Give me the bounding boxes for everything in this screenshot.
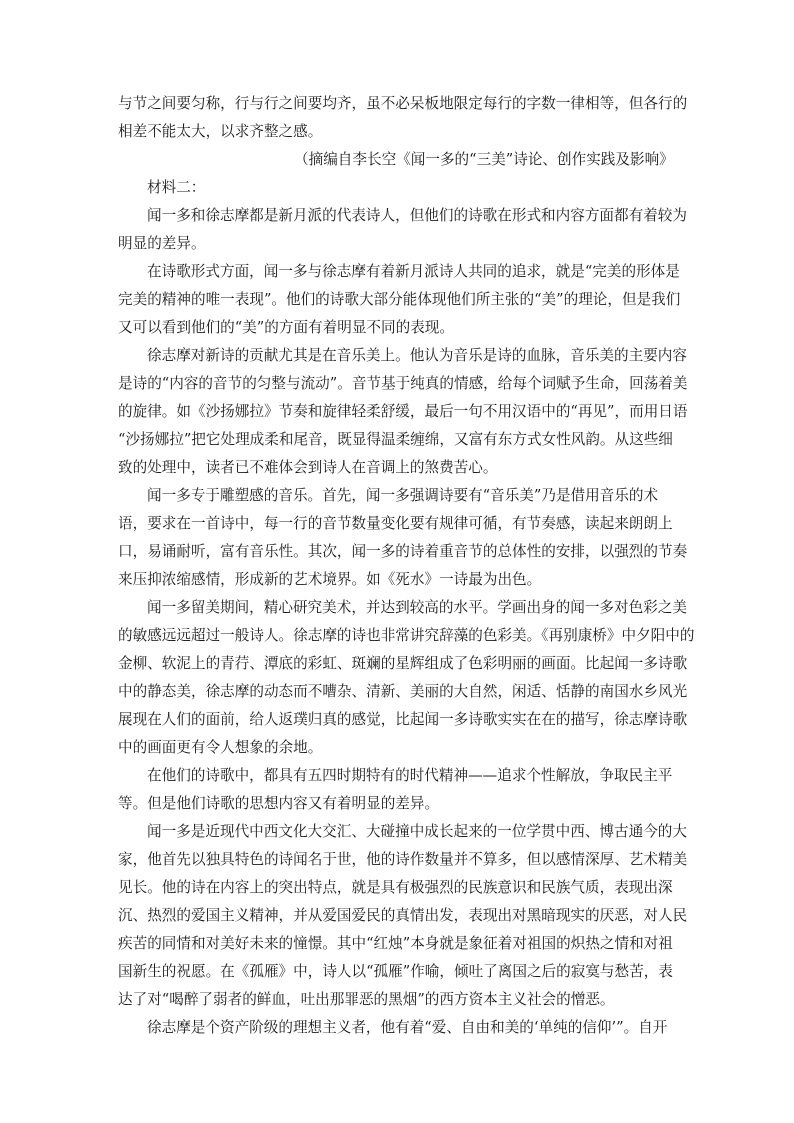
- paragraph-line: 家，他首先以独具特色的诗闻名于世，他的诗作数量并不算多，但以感情深厚、艺术精美: [118, 851, 688, 868]
- paragraph-line: 国新生的祝愿。在《孤雁》中，诗人以“孤雁”作喻，倾吐了离国之后的寂寞与愁苦，表: [118, 963, 673, 980]
- paragraph-line: 金柳、软泥上的青荇、潭底的彩虹、斑斓的星辉组成了色彩明丽的画面。比起闻一多诗歌: [118, 655, 688, 672]
- paragraph-line: 徐志摩对新诗的贡献尤其是在音乐美上。他认为音乐是诗的血脉，音乐美的主要内容: [147, 347, 687, 364]
- paragraph-line: 又可以看到他们的“美”的方面有着明显不同的表现。: [118, 319, 454, 336]
- paragraph-line: 中的画面更有令人想象的余地。: [118, 739, 323, 756]
- paragraph-line: 闻一多和徐志摩都是新月派的代表诗人，但他们的诗歌在形式和内容方面都有着较为: [147, 207, 687, 224]
- paragraph-line: 的敏感远远超过一般诗人。徐志摩的诗也非常讲究辞藻的色彩美。《再别康桥》中夕阳中的: [118, 627, 695, 644]
- paragraph-line: 达了对“喝醉了弱者的鲜血，吐出那罪恶的黑烟”的西方资本主义社会的憎恶。: [118, 991, 615, 1008]
- paragraph-line: “沙扬娜拉”把它处理成柔和尾音，既显得温柔缠绵，又富有东方式女性风韵。从这些细: [118, 431, 673, 448]
- paragraph-line: 完美的精神的唯一表现”。他们的诗歌大部分能体现他们所主张的“美”的理论，但是我们: [118, 291, 681, 308]
- paragraph-line: 在诗歌形式方面，闻一多与徐志摩有着新月派诗人共同的追求，就是“完美的形体是: [147, 263, 680, 280]
- paragraph-line: 口，易诵耐听，富有音乐性。其次，闻一多的诗着重音节的总体性的安排，以强烈的节奏: [118, 543, 688, 560]
- paragraph-line: 闻一多留美期间，精心研究美术，并达到较高的水平。学画出身的闻一多对色彩之美: [147, 599, 687, 616]
- paragraph-line: 明显的差异。: [118, 235, 206, 252]
- paragraph-line: 语，要求在一首诗中，每一行的音节数量变化要有规律可循，有节奏感，读起来朗朗上: [118, 515, 673, 532]
- paragraph-line: 在他们的诗歌中，都具有五四时期特有的时代精神——追求个性解放，争取民主平: [147, 767, 673, 784]
- source-citation: （摘编自李长空《闻一多的“三美”诗论、创作实践及影响》: [294, 151, 674, 168]
- paragraph-line: 闻一多是近现代中西文化大交汇、大碰撞中成长起来的一位学贯中西、博古通今的大: [147, 823, 687, 840]
- paragraph-line: 闻一多专于雕塑感的音乐。首先，闻一多强调诗要有“音乐美”乃是借用音乐的术: [147, 487, 659, 504]
- paragraph-line: 等。但是他们诗歌的思想内容又有着明显的差异。: [118, 795, 440, 812]
- section-heading: 材料二：: [147, 179, 206, 196]
- paragraph-line: 致的处理中，读者已不难体会到诗人在音调上的煞费苦心。: [118, 459, 498, 476]
- paragraph-line: 与节之间要匀称，行与行之间要均齐，虽不必呆板地限定每行的字数一律相等，但各行的: [118, 95, 688, 112]
- paragraph-line: 徐志摩是个资产阶级的理想主义者，他有着“爱、自由和美的‘单纯的信仰’”。自开: [147, 1019, 668, 1036]
- paragraph-line: 的旋律。如《沙扬娜拉》节奏和旋律轻柔舒缓，最后一句不用汉语中的“再见”，而用日语: [118, 403, 688, 420]
- paragraph-line: 是诗的“内容的音节的匀整与流动”。音节基于纯真的情感，给每个词赋予生命，回荡着美: [118, 375, 688, 392]
- paragraph-line: 沉、热烈的爱国主义精神，并从爱国爱民的真情出发，表现出对黑暗现实的厌恶，对人民: [118, 907, 688, 924]
- paragraph-line: 疾苦的同情和对美好未来的憧憬。其中“红烛”本身就是象征着对祖国的炽热之情和对祖: [118, 935, 673, 952]
- paragraph-line: 相差不能太大，以求齐整之感。: [118, 123, 323, 140]
- paragraph-line: 见长。他的诗在内容上的突出特点，就是具有极强烈的民族意识和民族气质，表现出深: [118, 879, 673, 896]
- paragraph-line: 中的静态美，徐志摩的动态而不嘈杂、清新、美丽的大自然，闲适、恬静的南国水乡风光: [118, 683, 688, 700]
- paragraph-line: 来压抑浓缩感情，形成新的艺术境界。如《死水》一诗最为出色。: [118, 571, 542, 588]
- paragraph-line: 展现在人们的面前，给人返璞归真的感觉，比起闻一多诗歌实实在在的描写，徐志摩诗歌: [118, 711, 688, 728]
